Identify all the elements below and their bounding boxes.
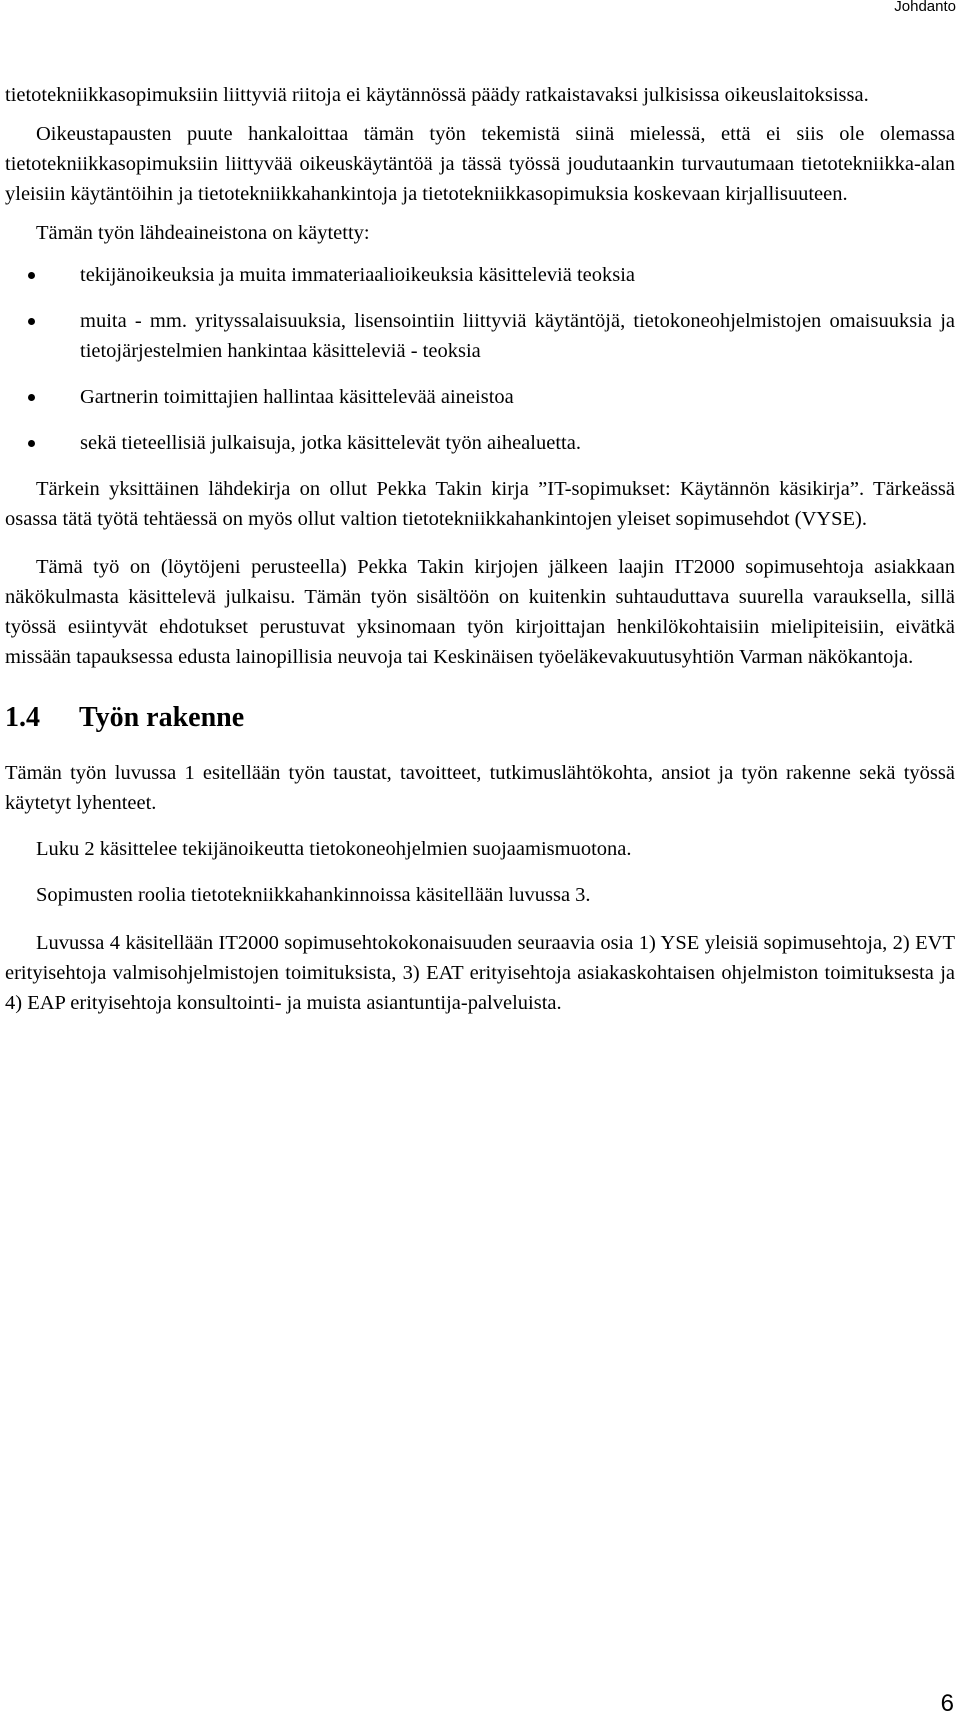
list-item-text: tekijänoikeuksia ja muita immateriaalioikeuksia käsitteleviä teoksia [80,264,636,286]
paragraph-chapter-4: Luvussa 4 käsitellään IT2000 sopimusehtokokonaisuuden seuraavia osia 1) YSE yleisiä sopimusehtoja, 2) EVT erityisehtoja valmisohjelmistojen toimituksista, 3) EAT erityisehtoja asiakaskohtaisen ohjelmiston toimituksesta ja 4) EAP erityisehtoja konsultointi- ja muista asiantuntija-palveluista. [5,932,955,1014]
running-header: Johdanto [894,0,956,15]
page-body [5,80,955,1018]
section-title: Työn rakenne [79,702,245,733]
paragraph-chapter-1: Tämän työn luvussa 1 esitellään työn taustat, tavoitteet, tutkimuslähtökohta, ansiot ja työn rakenne sekä työssä käytetyt lyhenteet. [5,762,955,814]
paragraph-sources-intro: Tämän työn lähdeaineistona on käytetty: [36,222,370,244]
list-item [5,306,955,366]
bullet-icon [28,318,35,325]
sources-list [5,260,955,458]
section-heading [5,701,955,735]
paragraph-intro-continuation: tietotekniikkasopimuksiin liittyviä riitoja ei käytännössä päädy ratkaistavaksi julkisissa oikeuslaitoksissa. [5,84,869,106]
paragraph-main-source: Tärkein yksittäinen lähdekirja on ollut Pekka Takin kirja ”IT-sopimukset: Käytännön käsikirja”. Tärkeässä osassa tätä työtä tehtäessä on myös ollut valtion tietotekniikkahankintojen yleiset sopimusehdot (VYSE). [5,478,955,530]
page-number: 6 [940,1690,954,1717]
list-item [5,428,955,458]
list-item-text: muita - mm. yrityssalaisuuksia, lisensointiin liittyviä käytäntöjä, tietokoneohjelmistojen omaisuuksia ja tietojärjestelmien hankintaa käsitteleviä - teoksia [80,310,955,362]
section-number: 1.4 [5,702,40,733]
bullet-icon [28,272,35,279]
paragraph-chapter-3: Sopimusten roolia tietotekniikkahankinnoissa käsitellään luvussa 3. [36,884,591,906]
list-item-text: Gartnerin toimittajien hallintaa käsittelevää aineistoa [80,386,514,408]
bullet-icon [28,440,35,447]
list-item [5,260,955,290]
bullet-icon [28,394,35,401]
list-item-text: sekä tieteellisiä julkaisuja, jotka käsittelevät työn aihealuetta. [80,432,581,454]
list-item [5,382,955,412]
paragraph-chapter-2: Luku 2 käsittelee tekijänoikeutta tietokoneohjelmien suojaamismuotona. [36,838,632,860]
paragraph-viewpoint: Tämä työ on (löytöjeni perusteella) Pekka Takin kirjojen jälkeen laajin IT2000 sopimusehtoja asiakkaan näkökulmasta käsittelevä julkaisu. Tämän työn sisältöön on kuitenkin suhtauduttava suurella varauksella, sillä työssä esiintyvät ehdotukset perustuvat yksinomaan työn kirjoittajan henkilökohtaisiin mielipiteisiin, eivätkä missään tapauksessa edusta lainopillisia neuvoja tai Keskinäisen työeläkevakuutusyhtiön Varman näkökantoja. [5,556,955,668]
paragraph-case-law-shortage: Oikeustapausten puute hankaloittaa tämän työn tekemistä siinä mielessä, että ei siis ole olemassa tietotekniikkasopimuksiin liittyvää oikeuskäytäntöä ja tässä työssä joudutaankin turvautumaan tietotekniikka-alan yleisiin käytäntöihin ja tietotekniikkahankintoja ja tietotekniikkasopimuksia koskevaan kirjallisuuteen. [5,123,955,205]
